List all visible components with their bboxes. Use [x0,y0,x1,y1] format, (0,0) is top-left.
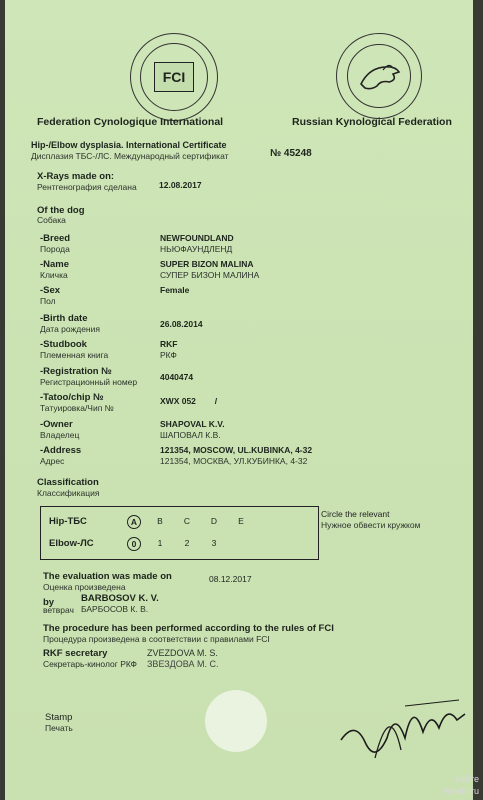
certificate-title-ru: Дисплазия ТБС-/ЛС. Международный сертификат [31,151,229,161]
field-label-en: -Sex [40,285,61,296]
field-label-en: -Address [40,445,82,456]
elbow-grade-2: 2 [184,538,190,548]
field-label-ru: Дата рождения [40,324,100,334]
elbow-grade-0: 0 [127,537,141,551]
field-value-en: SHAPOVAL K.V. [160,419,225,429]
field-label-en: -Breed [40,233,71,244]
field-label-en: -Studbook [40,339,87,350]
evaluator-name-ru: БАРБОСОВ К. В. [81,604,149,614]
field-label-en: -Birth date [40,313,88,324]
procedure-ru: Процедура произведена в соответствии с правилами FCI [43,634,270,644]
xray-label-ru: Рентгенография сделана [37,182,137,192]
classification-label-en: Classification [37,477,99,488]
dog-head-icon [337,34,421,118]
field-label-ru: Адрес [40,456,65,466]
fci-logo-box [154,62,194,92]
dog-heading-en: Of the dog [37,205,85,216]
certificate-number: № 45248 [270,148,312,159]
hip-grade-e: E [238,516,244,526]
xray-date: 12.08.2017 [159,180,202,190]
circle-hint-en: Circle the relevant [321,509,390,519]
rkf-name: Russian Kynological Federation [292,116,452,128]
secretary-name-ru: ЗВЕЗДОВА М. С. [147,659,219,669]
certificate-title-en: Hip-/Elbow dysplasia. International Certificate [31,140,227,150]
certificate-paper [5,0,473,800]
field-label-ru: Кличка [40,270,68,280]
field-label-ru: Порода [40,244,70,254]
classification-label-ru: Классификация [37,488,100,498]
field-value-en: 121354, MOSCOW, UL.KUBINKA, 4-32 [160,445,313,455]
secretary-name-en: ZVEZDOVA M. S. [147,648,218,658]
field-label-ru: Татуировка/Чип № [40,403,114,413]
dog-heading-ru: Собака [37,215,66,225]
punch-hole [205,690,267,752]
hip-grade-a: A [127,515,141,529]
watermark-line1: сайте [455,774,479,784]
field-value-en: 26.08.2014 [160,319,203,329]
elbow-grade-3: 3 [211,538,217,548]
field-label-en: -Registration № [40,366,112,377]
fci-seal [130,33,218,121]
evaluation-label-en: The evaluation was made on [43,571,172,582]
field-label-ru: Племенная книга [40,350,109,360]
evaluator-label-en: by [43,597,55,608]
field-value-en: RKF [160,339,178,349]
field-value-ru: СУПЕР БИЗОН МАЛИНА [160,270,260,280]
hip-label: Hip-ТБС [49,516,87,527]
field-label-ru: Владелец [40,430,80,440]
evaluator-label-ru: ветврач [43,605,74,615]
procedure-en: The procedure has been performed according to the rules of FCI [43,623,334,634]
evaluation-date: 08.12.2017 [209,574,252,584]
fci-logo-text: FCI [162,69,186,85]
field-value-en: Female [160,285,190,295]
secretary-label-ru: Секретарь-кинолог РКФ [43,659,138,669]
field-label-ru: Регистрационный номер [40,377,138,387]
signature-scribble [335,680,475,770]
evaluation-label-ru: Оценка произведена [43,582,126,592]
field-value-ru: РКФ [160,350,177,360]
field-label-ru: Пол [40,296,56,306]
hip-grade-b: B [157,516,163,526]
field-value-en: NEWFOUNDLAND [160,233,234,243]
stamp-label-en: Stamp [45,712,73,723]
field-value-en: 4040474 [160,372,194,382]
rkf-seal [336,33,422,119]
xray-label-en: X-Rays made on: [37,171,115,182]
field-value-ru: 121354, МОСКВА, УЛ.КУБИНКА, 4-32 [160,456,308,466]
watermark-line2: Newfs.ru [443,786,479,796]
hip-grade-d: D [210,516,218,526]
field-value-ru: НЬЮФАУНДЛЕНД [160,244,233,254]
field-value-en: SUPER BIZON MALINA [160,259,254,269]
circle-hint-ru: Нужное обвести кружком [321,520,421,530]
secretary-label-en: RKF secretary [43,648,108,659]
evaluator-name-en: BARBOSOV K. V. [81,593,159,604]
elbow-label: Elbow-ЛС [49,538,94,549]
field-label-en: -Name [40,259,70,270]
field-value-ru: ШАПОВАЛ К.В. [160,430,221,440]
elbow-grade-1: 1 [157,538,163,548]
grade-box [40,506,319,560]
stamp-label-ru: Печать [45,723,73,733]
field-label-en: -Owner [40,419,73,430]
fci-name: Federation Cynologique International [37,116,224,128]
field-label-en: -Tatoo/chip № [40,392,104,403]
hip-grade-c: C [183,516,191,526]
field-value-en: XWX 052 / [160,396,218,406]
